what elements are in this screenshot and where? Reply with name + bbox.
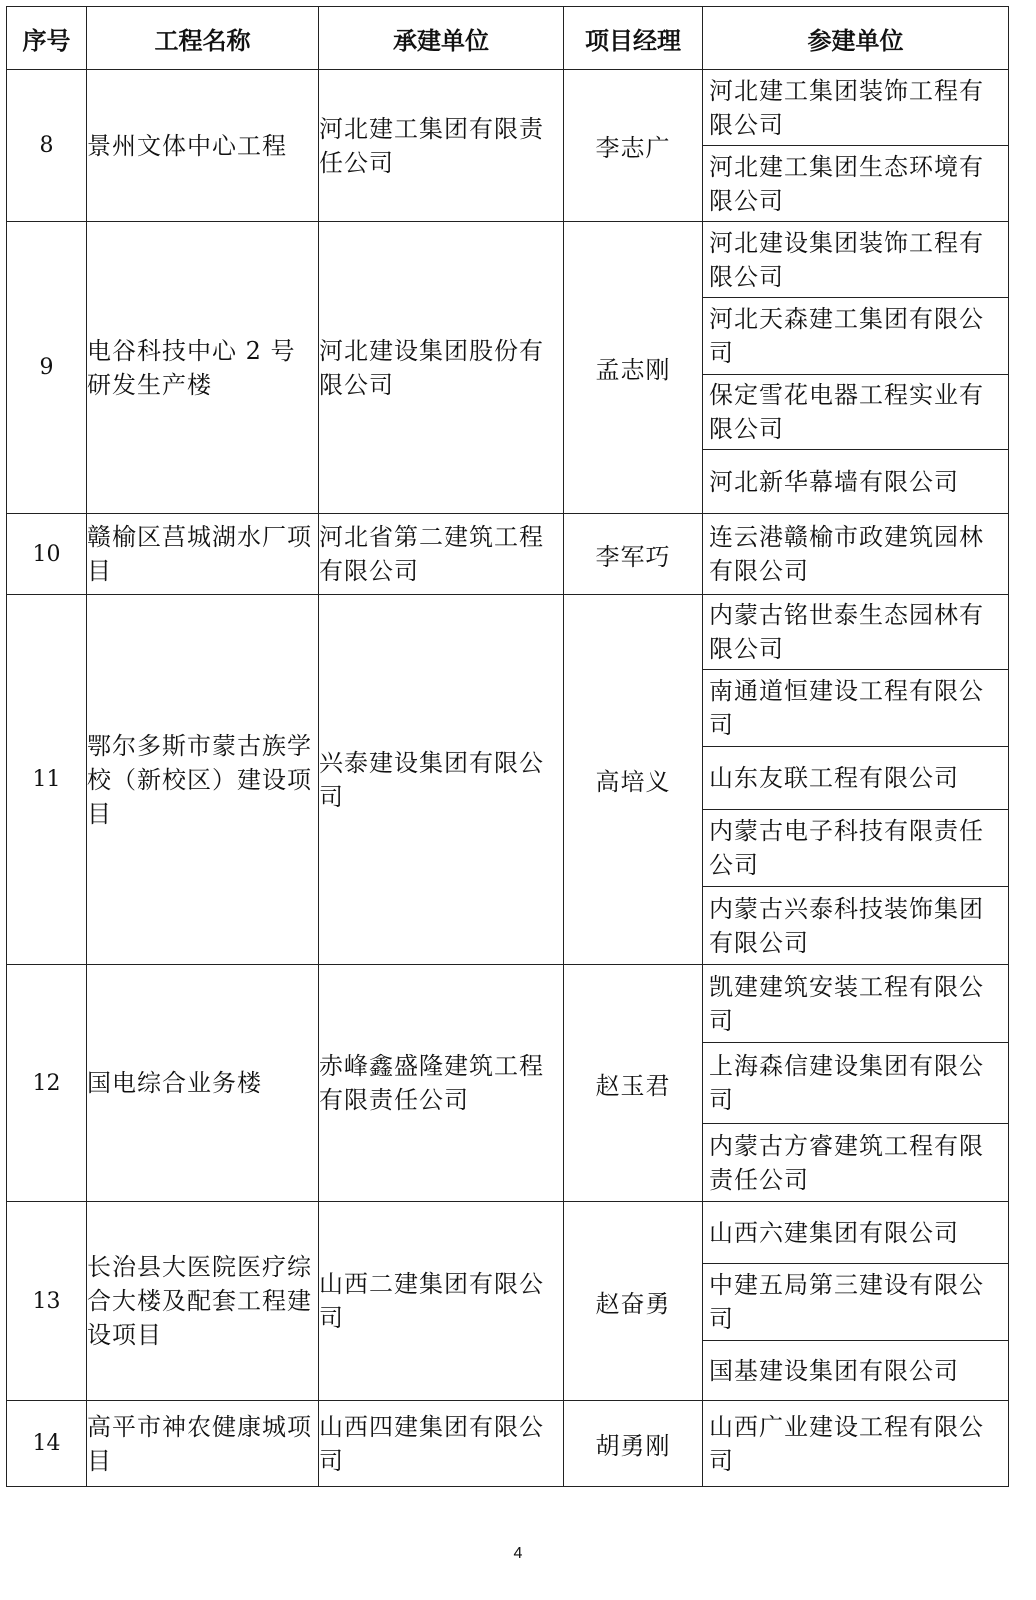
partner-item: 内蒙古电子科技有限责任公司 <box>703 810 1008 887</box>
contractor: 河北建设集团股份有限公司 <box>319 222 564 514</box>
partner-item: 内蒙古兴泰科技装饰集团有限公司 <box>709 894 984 957</box>
header-no: 序号 <box>7 7 87 70</box>
row-no: 14 <box>7 1401 87 1487</box>
project-manager: 李志广 <box>564 70 703 222</box>
project-name: 电谷科技中心 2 号研发生产楼 <box>87 222 319 514</box>
row-no: 12 <box>7 965 87 1202</box>
table-row <box>7 595 1009 965</box>
table-row <box>7 1401 1009 1487</box>
project-manager: 高培义 <box>564 595 703 965</box>
header-contractor: 承建单位 <box>319 7 564 70</box>
contractor: 河北建工集团有限责任公司 <box>319 70 564 222</box>
partner-list <box>703 70 1009 222</box>
project-manager: 赵奋勇 <box>564 1202 703 1401</box>
project-name: 高平市神农健康城项目 <box>87 1401 319 1487</box>
project-manager: 胡勇刚 <box>564 1401 703 1487</box>
partner-item: 国基建设集团有限公司 <box>709 1356 959 1385</box>
partner-item: 河北新华幕墙有限公司 <box>709 467 959 496</box>
partner-item: 南通道恒建设工程有限公司 <box>703 670 1008 747</box>
partner-item: 连云港赣榆市政建筑园林有限公司 <box>709 523 984 585</box>
partner-list <box>703 222 1009 514</box>
partner-item: 河北建工集团装饰工程有限公司 <box>703 70 1008 146</box>
partner-item: 河北建设集团装饰工程有限公司 <box>703 222 1008 298</box>
header-manager: 项目经理 <box>564 7 703 70</box>
row-no: 13 <box>7 1202 87 1401</box>
row-no: 10 <box>7 514 87 595</box>
project-name: 景州文体中心工程 <box>87 70 319 222</box>
project-manager: 李军巧 <box>564 514 703 595</box>
project-manager: 赵玉君 <box>564 965 703 1202</box>
contractor: 山西二建集团有限公司 <box>319 1202 564 1401</box>
header-row <box>7 7 1009 70</box>
row-no: 8 <box>7 70 87 222</box>
partner-item: 内蒙古铭世泰生态园林有限公司 <box>703 595 1008 670</box>
header-partners: 参建单位 <box>703 7 1009 70</box>
partner-list <box>703 1401 1009 1487</box>
partner-item: 内蒙古方睿建筑工程有限责任公司 <box>709 1131 984 1194</box>
project-manager: 孟志刚 <box>564 222 703 514</box>
partner-list <box>703 965 1009 1202</box>
contractor: 山西四建集团有限公司 <box>319 1401 564 1487</box>
contractor: 兴泰建设集团有限公司 <box>319 595 564 965</box>
header-project-name: 工程名称 <box>87 7 319 70</box>
projects-table <box>6 6 1009 1487</box>
partner-item: 河北建工集团生态环境有限公司 <box>709 152 984 215</box>
partner-list <box>703 595 1009 965</box>
table-row <box>7 514 1009 595</box>
project-name: 鄂尔多斯市蒙古族学校（新校区）建设项目 <box>87 595 319 965</box>
partner-item: 山东友联工程有限公司 <box>703 747 1008 810</box>
partner-item: 保定雪花电器工程实业有限公司 <box>703 375 1008 450</box>
page-number: 4 <box>513 1545 523 1562</box>
partner-item: 山西六建集团有限公司 <box>703 1202 1008 1264</box>
partner-list <box>703 1202 1009 1401</box>
row-no: 9 <box>7 222 87 514</box>
project-name: 长治县大医院医疗综合大楼及配套工程建设项目 <box>87 1202 319 1401</box>
project-name: 国电综合业务楼 <box>87 965 319 1202</box>
contractor: 赤峰鑫盛隆建筑工程有限责任公司 <box>319 965 564 1202</box>
row-no: 11 <box>7 595 87 965</box>
partner-item: 上海森信建设集团有限公司 <box>703 1043 1008 1124</box>
table-row <box>7 70 1009 222</box>
partner-item: 中建五局第三建设有限公司 <box>703 1264 1008 1341</box>
project-name: 赣榆区莒城湖水厂项目 <box>87 514 319 595</box>
partner-item: 河北天森建工集团有限公司 <box>703 298 1008 375</box>
table-row <box>7 222 1009 514</box>
partner-list <box>703 514 1009 595</box>
table-row <box>7 965 1009 1202</box>
partner-item: 山西广业建设工程有限公司 <box>709 1412 984 1475</box>
partner-item: 凯建建筑安装工程有限公司 <box>703 965 1008 1043</box>
table-row <box>7 1202 1009 1401</box>
contractor: 河北省第二建筑工程有限公司 <box>319 514 564 595</box>
